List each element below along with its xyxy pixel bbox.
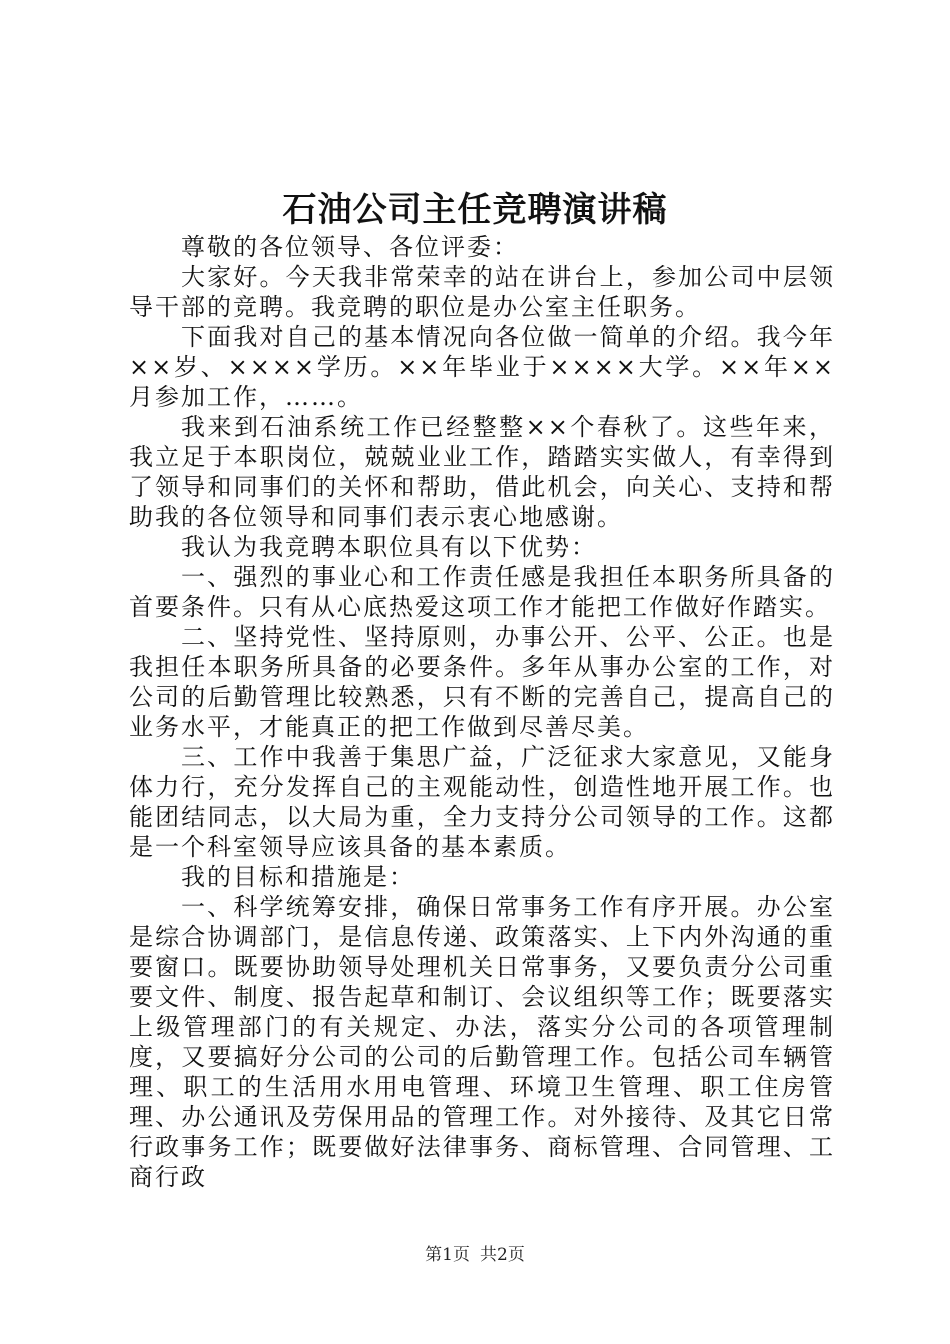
document-body bbox=[129, 232, 835, 1192]
body-paragraph: 一、强烈的事业心和工作责任感是我担任本职务所具备的首要条件。只有从心底热爱这项工作才能把工作做好作踏实。 bbox=[129, 563, 835, 621]
body-paragraph: 我认为我竞聘本职位具有以下优势： bbox=[181, 533, 597, 561]
body-paragraph: 我来到石油系统工作已经整整××个春秋了。这些年来，我立足于本职岗位，兢兢业业工作，踏踏实实做人，有幸得到了领导和同事们的关怀和帮助，借此机会，向关心、支持和帮助我的各位领导和同事们表示衷心地感谢。 bbox=[129, 413, 835, 531]
body-paragraph: 二、坚持党性、坚持原则，办事公开、公平、公正。也是我担任本职务所具备的必要条件。多年从事办公室的工作，对公司的后勤管理比较熟悉，只有不断的完善自己，提高自己的业务水平，才能真正的把工作做到尽善尽美。 bbox=[129, 623, 835, 741]
salutation-paragraph: 尊敬的各位领导、各位评委： bbox=[181, 233, 519, 261]
body-paragraph: 我的目标和措施是： bbox=[181, 863, 415, 891]
body-paragraph: 大家好。今天我非常荣幸的站在讲台上，参加公司中层领导干部的竞聘。我竞聘的职位是办公室主任职务。 bbox=[129, 263, 835, 321]
document-title: 石油公司主任竞聘演讲稿 bbox=[282, 190, 668, 230]
body-paragraph: 一、科学统筹安排，确保日常事务工作有序开展。办公室是综合协调部门，是信息传递、政策落实、上下内外沟通的重要窗口。既要协助领导处理机关日常事务，又要负责分公司重要文件、制度、报告起草和制订、会议组织等工作；既要落实上级管理部门的有关规定、办法，落实分公司的各项管理制度，又要搞好分公司的公司的后勤管理工作。包括公司车辆管理、职工的生活用水用电管理、环境卫生管理、职工住房管理、办公通讯及劳保用品的管理工作。对外接待、及其它日常行政事务工作；既要做好法律事务、商标管理、合同管理、工商行政 bbox=[129, 893, 835, 1191]
page-footer bbox=[0, 1243, 950, 1267]
body-paragraph: 下面我对自己的基本情况向各位做一简单的介绍。我今年××岁、××××学历。××年毕业于××××大学。××年××月参加工作，……。 bbox=[129, 323, 835, 411]
page-number-current: 第1页 bbox=[425, 1245, 470, 1265]
page-number-total: 共2页 bbox=[480, 1245, 525, 1265]
body-paragraph: 三、工作中我善于集思广益，广泛征求大家意见，又能身体力行，充分发挥自己的主观能动性，创造性地开展工作。也能团结同志，以大局为重，全力支持分公司领导的工作。这都是一个科室领导应该具备的基本素质。 bbox=[129, 743, 835, 861]
